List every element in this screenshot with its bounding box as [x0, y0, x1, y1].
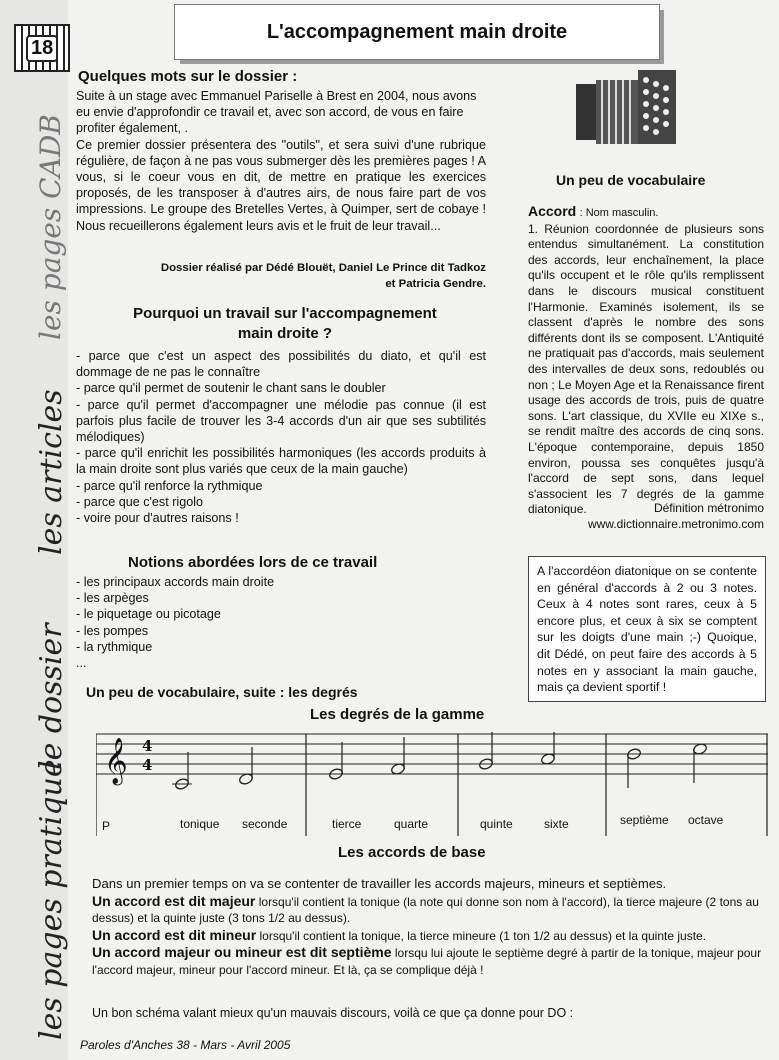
accordion-bellows	[596, 80, 638, 144]
credit-line-1: Dossier réalisé par Dédé Blouët, Daniel Le Prince dit Tadkoz	[160, 262, 486, 274]
degree-label: quarte	[394, 817, 429, 831]
why-list-item: - parce que c'est rigolo	[76, 494, 204, 509]
intro-paragraph-1: Suite à un stage avec Emmanuel Pariselle à Brest en 2004, nous avons eu envie d'approfondir ce travail et, avec son accord, de vous en faire profiter également, .	[76, 89, 477, 136]
degrees-subheading: Les degrés de la gamme	[310, 706, 485, 723]
scale-staff	[96, 732, 768, 838]
intro-text	[76, 88, 486, 234]
notions-list-item: - le piquetage ou picotage	[76, 607, 221, 622]
staff-lines	[96, 734, 768, 774]
major-chord-term: Un accord est dit majeur	[92, 892, 256, 909]
notions-list-item: - la rythmique	[76, 639, 153, 654]
seventh-chord-text: lorsqu lui ajoute le septième degré à partir de la tonique, majeur pour l'accord majeur, mineur pour l'accord mineur. Et là, ça se complique déjà !	[92, 946, 762, 977]
sidebar-label-cadb: les pages CADB	[34, 114, 67, 340]
time-signature-top: 4	[142, 737, 153, 755]
sidebar-label-articles: les articles	[34, 389, 69, 555]
why-heading-line-2: main droite ?	[237, 325, 333, 342]
minor-chord-text: lorsqu'il contient la tonique, la tierce mineure (1 ton 1/2 au dessus) et la quinte juste.	[256, 928, 707, 943]
page-number-badge	[14, 24, 70, 72]
p-mark: P	[102, 819, 111, 833]
degree-label: tonique	[180, 817, 220, 831]
seventh-chord-term: Un accord majeur ou mineur est dit septième	[92, 944, 392, 961]
why-heading	[80, 304, 490, 344]
degree-label: sixte	[544, 817, 569, 831]
sidebar-label-dossier: le dossier	[34, 623, 69, 770]
sidebar-label-pratique: les pages pratique	[34, 759, 69, 1040]
vocab-heading: Un peu de vocabulaire	[556, 172, 706, 188]
scale-notes	[172, 732, 708, 790]
vocab-definition: 1. Réunion coordonnée de plusieurs sons entendus simultanément. La constitution des accords, leur enchaînement, la place qu'ils occupent et le rôle qu'ils remplissent dans le discours musical constituent l'Harmonie. Examinés isolement, ils se classent d'après le nombre des sons différents dont ils se composent. L'Antiquité ne pratiquait pas d'accords, mais seulement des intervalles de deux sons, redoublés ou non ; Le Moyen Age et la Renaissance firent usage des accords de trois, puis de quatre sons. L'art classique, du XVIIe eu XIXe s., se rendit maître des accords de cinq sons. L'époque contemporaine, depuis 1850 environ, poussa ses conquêtes jusqu'à l'accord de sept sons, dans lequel s'associent les 7 degrés de la gamme diatonique.	[528, 221, 764, 517]
why-list-item: - parce que c'est un aspect des possibilités du diato, et qu'il est dommage de ne pas le connaître	[76, 349, 486, 380]
degree-label: octave	[688, 813, 724, 827]
notions-list-item: - les arpèges	[76, 591, 149, 606]
intro-heading: Quelques mots sur le dossier :	[78, 68, 298, 85]
notions-list	[76, 574, 476, 671]
vocab-term-type: : Nom masculin.	[579, 207, 659, 219]
minor-chord-term: Un accord est dit mineur	[92, 926, 257, 943]
vocab-source-2: www.dictionnaire.metronimo.com	[587, 517, 764, 531]
why-list-item: - parce qu'il permet de soutenir le chant sans le doubler	[76, 381, 386, 396]
degree-label: seconde	[242, 817, 288, 831]
time-signature-bottom: 4	[142, 756, 153, 774]
vocab-definition-block	[528, 204, 764, 518]
page-title: L'accompagnement main droite	[174, 4, 660, 60]
notions-list-item: - les pompes	[76, 623, 149, 638]
why-list-item: - parce qu'il permet d'accompagner une mélodie pas connue (il est parfois plus facile de trouver les 3-4 accords d'un air que ses subtilités mélodiques)	[76, 397, 486, 445]
why-list	[76, 348, 486, 526]
base-intro: Dans un premier temps on va se contenter de travailler les accords majeurs, mineurs et septièmes.	[92, 876, 667, 891]
base-heading: Les accords de base	[338, 844, 486, 861]
notions-heading: Notions abordées lors de ce travail	[128, 554, 378, 571]
accordion-illustration	[574, 66, 680, 148]
base-text	[92, 876, 762, 979]
why-list-item: - parce qu'il enrichit les possibilités harmoniques (les accords produits à la main droite sont plus variés que ceux de la main gauche)	[76, 446, 486, 477]
notions-list-item: ...	[76, 656, 87, 671]
why-list-item: - parce qu'il renforce la rythmique	[76, 478, 263, 493]
credit-line-2: et Patricia Gendre.	[385, 278, 486, 290]
why-list-item: - voire pour d'autres raisons !	[76, 511, 239, 526]
why-heading-line-1: Pourquoi un travail sur l'accompagnement	[133, 305, 437, 322]
degree-label: tierce	[332, 817, 362, 831]
base-closing: Un bon schéma valant mieux qu'un mauvais discours, voilà ce que ça donne pour DO :	[92, 1006, 574, 1020]
vocab-term: Accord	[528, 203, 577, 219]
degree-label: quinte	[480, 817, 513, 831]
accordion-left-hand	[576, 84, 596, 140]
treble-clef-icon: 𝄞	[104, 738, 128, 784]
notions-list-item: - les principaux accords main droite	[76, 575, 275, 589]
footer: Paroles d'Anches 38 - Mars - Avril 2005	[80, 1038, 291, 1052]
vocab-source	[528, 500, 764, 532]
aside-box: A l'accordéon diatonique on se contente en général d'accords à 2 ou 3 notes. Ceux à 4 notes sont rares, ceux à 5 encore plus, et ceux à six se comptent sur les doigts d'une main ;-) Quoique, dit Dédé, on peut faire des accords à 5 notes en y associant la main gauche, mais ça devient sportif !	[528, 556, 766, 702]
degrees-heading: Un peu de vocabulaire, suite : les degrés	[86, 684, 358, 700]
intro-credits	[90, 260, 486, 292]
degree-labels	[180, 813, 724, 831]
vocab-source-1: Définition métronimo	[653, 501, 764, 515]
page-number: 18	[26, 35, 58, 62]
degree-label: septième	[620, 813, 669, 827]
major-chord-text: lorsqu'il contient la tonique (la note qui donne son nom à l'accord), la tierce majeure (2 tons au dessus) et la quinte juste (3 tons 1/2 au dessus).	[92, 894, 759, 926]
intro-paragraph-2: Ce premier dossier présentera des "outils", et sera suivi d'une rubrique régulière, de façon à ne pas vous submerger dès les premières pages ! A vous, si le coeur vous en dit, de mettre en pratique les exercices proposés, de les transposer à d'autres airs, de nous faire part de vos impressions. Le groupe des Bretelles Vertes, à Quimper, sert de cobaye ! Nous recueillerons également leurs avis et le fruit de leur travail...	[76, 137, 486, 233]
